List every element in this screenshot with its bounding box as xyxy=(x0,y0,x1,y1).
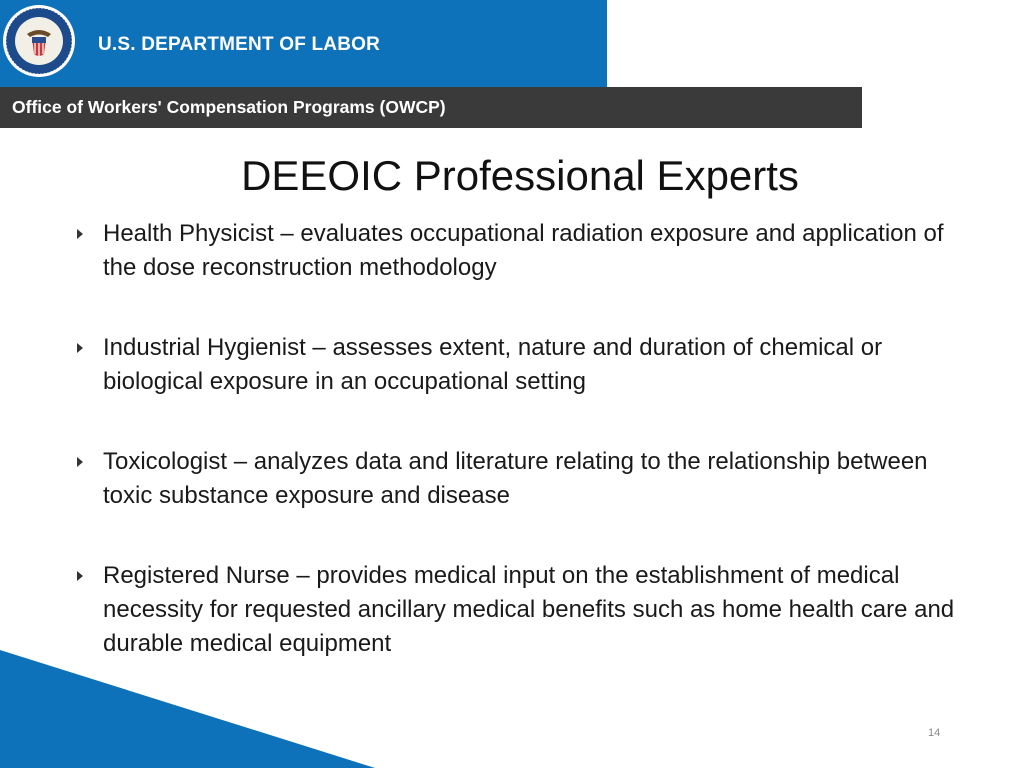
office-bar xyxy=(0,87,862,128)
agency-name: U.S. DEPARTMENT OF LABOR xyxy=(98,34,381,55)
department-seal-icon xyxy=(2,4,76,78)
corner-decoration xyxy=(0,650,380,768)
bullet-text: Registered Nurse – provides medical input on the establishment of medical necessity for requested ancillary medical benefits such as home health care and durable medical equipment xyxy=(103,562,955,657)
office-name: Office of Workers' Compensation Programs (OWCP) xyxy=(12,97,446,117)
agency-banner xyxy=(0,0,607,87)
bullet-text: Industrial Hygienist – assesses extent, nature and duration of chemical or biological exposure in an occupational setting xyxy=(103,334,883,395)
list-item xyxy=(70,559,970,661)
triangle-right-icon xyxy=(77,229,83,239)
triangle-right-icon xyxy=(77,571,83,581)
bullet-text: Health Physicist – evaluates occupational radiation exposure and application of the dose reconstruction methodology xyxy=(103,220,944,281)
slide-title: DEEOIC Professional Experts xyxy=(241,152,799,199)
triangle-right-icon xyxy=(77,457,83,467)
triangle-right-icon xyxy=(77,343,83,353)
bullet-list xyxy=(70,217,970,707)
list-item xyxy=(70,331,970,399)
list-item xyxy=(70,217,970,285)
list-item xyxy=(70,445,970,513)
page-number: 14 xyxy=(928,727,941,739)
bullet-text: Toxicologist – analyzes data and literature relating to the relationship between toxic substance exposure and disease xyxy=(103,448,928,509)
